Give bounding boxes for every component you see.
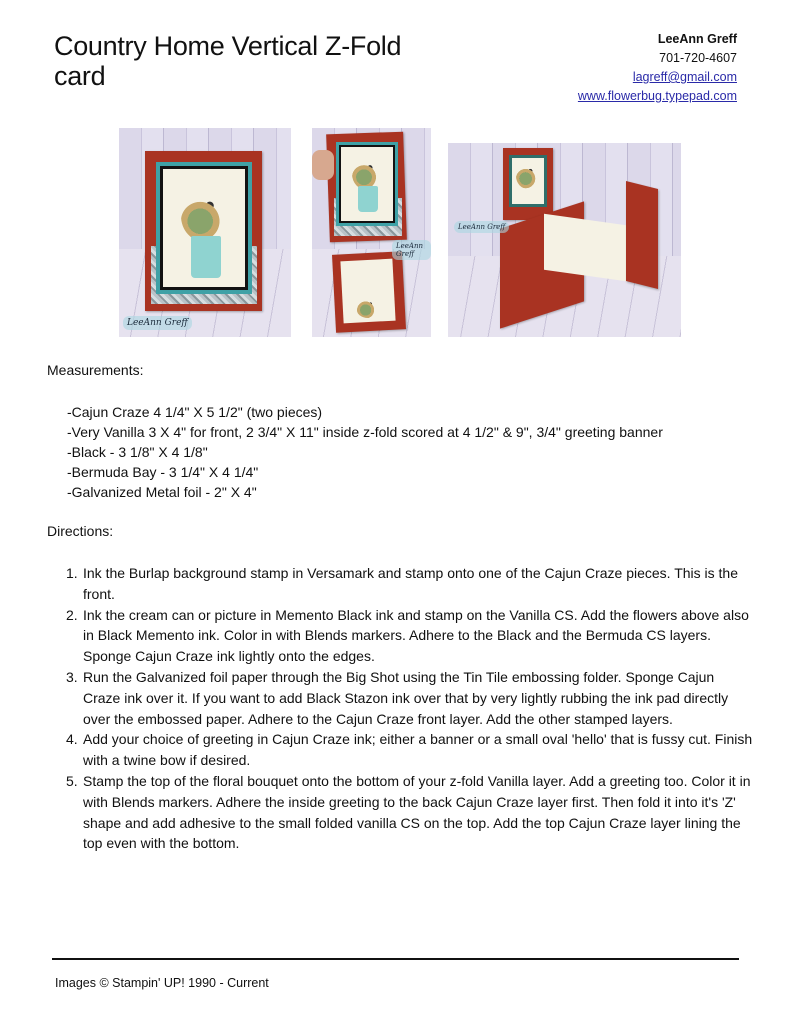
zfold-back-panel (626, 181, 658, 289)
measurement-item: -Bermuda Bay - 3 1/4" X 4 1/4" (67, 464, 259, 480)
card-front-photo (119, 128, 291, 337)
page-title: Country Home Vertical Z-Fold card (54, 31, 402, 91)
measurement-item: -Very Vanilla 3 X 4" for front, 2 3/4" X 11" inside z-fold scored at 4 1/2" & 9", 3/4" greeting banner (67, 424, 663, 440)
watering-can (191, 236, 221, 278)
measurement-item: -Cajun Craze 4 1/4" X 5 1/2" (two pieces) (67, 404, 323, 420)
directions-heading: Directions: (47, 523, 114, 539)
website-link[interactable]: www.flowerbug.typepad.com (577, 89, 737, 103)
watermark-logo: LeeAnn Greff (454, 221, 509, 233)
measurements-heading: Measurements: (47, 362, 144, 378)
direction-step: 3. Run the Galvanized foil paper through the Big Shot using the Tin Tile embossing folder. Sponge Cajun Craze ink over it. If you want to add Black Stazon ink over that by very lightly rubbing the ink pad directly over the embossed paper. Adhere to the Cajun Craze front layer. Add the other stamped layers. (66, 668, 729, 727)
inside-flower-stamp (356, 298, 380, 318)
direction-step: 2. Ink the cream can or picture in Memento Black ink and stamp on the Vanilla CS. Add the flowers above also in Black Memento ink. Color in with Blends markers. Adhere to the Black and the Bermuda CS layers. Sponge Cajun Craze ink lightly onto the edges. (66, 606, 749, 665)
card-opened-vertical-photo (312, 128, 431, 337)
flower-bouquet (181, 190, 229, 242)
measurement-item: -Black - 3 1/8" X 4 1/8" (67, 444, 208, 460)
card-side-view-photo (448, 143, 681, 337)
direction-step: 5. Stamp the top of the floral bouquet onto the bottom of your z-fold Vanilla layer. Add a greeting too. Color it in with Blends markers. Adhere the inside greeting to the back Cajun Craze layer first. Then fold it into it's 'Z' shape and add adhesive to the small folded vanilla CS on the top. Add the top Cajun Craze layer lining the top even with the bottom. (66, 772, 751, 852)
flower-bouquet (516, 163, 540, 189)
direction-step: 1. Ink the Burlap background stamp in Versamark and stamp onto one of the Cajun Craze pieces. This is the front. (66, 565, 738, 602)
phone-number: 701-720-4607 (659, 51, 737, 65)
watermark-logo: LeeAnn Greff (123, 316, 192, 330)
watering-can (358, 186, 378, 212)
direction-step: 4. Add your choice of greeting in Cajun Craze ink; either a banner or a small oval 'hello' that is fussy cut. Finish with a twine bow if desired. (66, 731, 753, 769)
directions-list (54, 563, 754, 854)
hand (312, 150, 334, 180)
footer-divider (52, 958, 739, 960)
author-name: LeeAnn Greff (657, 32, 737, 46)
copyright-footer: Images © Stampin' UP! 1990 - Current (55, 976, 269, 990)
watermark-logo: LeeAnn Greff (392, 240, 431, 260)
contact-block (578, 30, 737, 106)
measurements-list (67, 402, 663, 502)
email-link[interactable]: lagreff@gmail.com (632, 70, 737, 84)
measurement-item: -Galvanized Metal foil - 2" X 4" (67, 484, 257, 500)
